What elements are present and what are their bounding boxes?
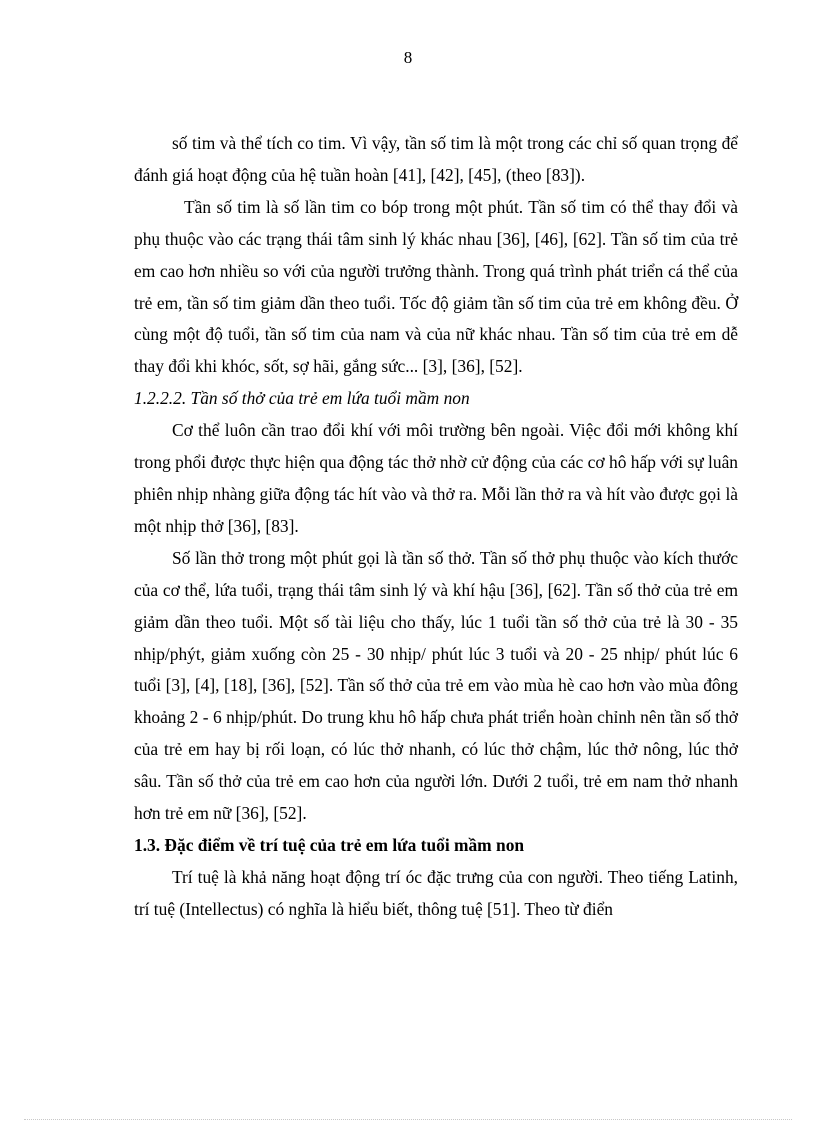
page-bottom-divider <box>24 1119 792 1120</box>
page-number: 8 <box>403 48 413 67</box>
section-heading-breathing-rate: 1.2.2.2. Tần số thở của trẻ em lứa tuổi mầm non <box>134 388 470 409</box>
paragraph-breathing-rate: Số lần thở trong một phút gọi là tần số thở. Tần số thở phụ thuộc vào kích thước của cơ thể, lứa tuổi, trạng thái tâm sinh lý và khí hậu [36], [62]. Tần số thở của trẻ em giảm dần theo tuổi. Một số tài liệu cho thấy, lúc 1 tuổi tần số thở của trẻ là 30 - 35 nhịp/phýt, giảm xuống còn 25 - 30 nhịp/ phút lúc 3 tuổi và 20 - 25 nhịp/ phút lúc 6 tuổi [3], [4], [18], [36], [52]. Tần số thở của trẻ em vào mùa hè cao hơn vào mùa đông khoảng 2 - 6 nhịp/phút. Do trung khu hô hấp chưa phát triển hoàn chỉnh nên tần số thở của trẻ em hay bị rối loạn, có lúc thở nhanh, có lúc thở chậm, lúc thở nông, lúc thở sâu. Tần số thở của trẻ em cao hơn của người lớn. Dưới 2 tuổi, trẻ em nam thở nhanh hơn trẻ em nữ [36], [52]. <box>134 547 738 824</box>
section-heading-intellect: 1.3. Đặc điểm về trí tuệ của trẻ em lứa tuổi mầm non <box>134 834 525 855</box>
document-body <box>134 128 738 926</box>
paragraph-intellect-definition: Trí tuệ là khả năng hoạt động trí óc đặc trưng của con người. Theo tiếng Latinh, trí tuệ (Intellectus) có nghĩa là hiểu biết, thông tuệ [51]. Theo từ điển <box>134 866 738 919</box>
paragraph-gas-exchange: Cơ thể luôn cần trao đổi khí với môi trường bên ngoài. Việc đổi mới không khí trong phổi được thực hiện qua động tác thở nhờ cử động của các cơ hô hấp với sự luân phiên nhịp nhàng giữa động tác hít vào và thở ra. Mỗi lần thở ra và hít vào được gọi là một nhịp thở [36], [83]. <box>134 420 738 536</box>
paragraph-heart-rate-importance: số tim và thể tích co tim. Vì vậy, tần số tim là một trong các chỉ số quan trọng để đánh giá hoạt động của hệ tuần hoàn [41], [42], [45], (theo [83]). <box>134 133 738 185</box>
paragraph-heart-rate-definition: Tần số tim là số lần tim co bóp trong một phút. Tần số tim có thể thay đổi và phụ thuộc vào các trạng thái tâm sinh lý khác nhau [36], [46], [62]. Tần số tim của trẻ em cao hơn nhiều so với của người trưởng thành. Trong quá trình phát triển cá thể của trẻ em, tần số tim giảm dần theo tuổi. Tốc độ giảm tần số tim của trẻ em không đều. Ở cùng một độ tuổi, tần số tim của nam và của nữ khác nhau. Tần số tim của trẻ em dễ thay đổi khi khóc, sốt, sợ hãi, gắng sức... [3], [36], [52]. <box>134 196 738 377</box>
